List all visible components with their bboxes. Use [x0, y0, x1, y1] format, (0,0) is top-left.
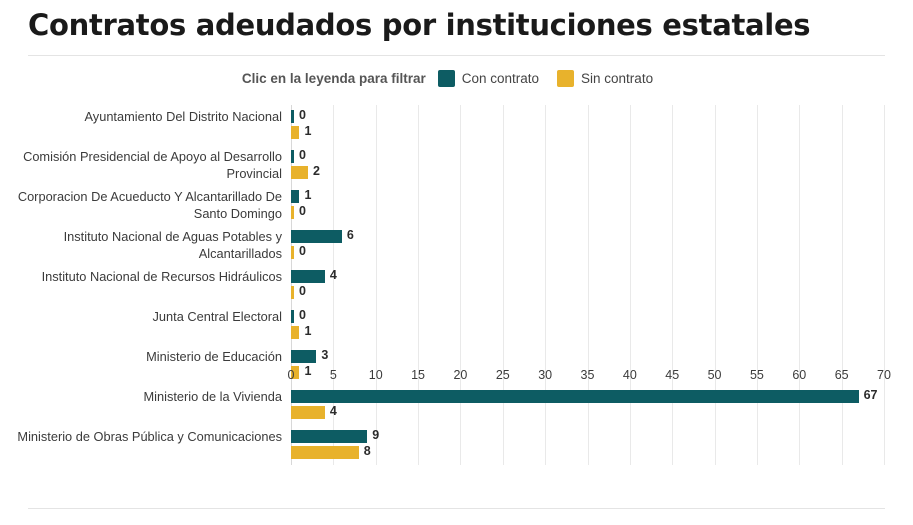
x-tick-label: 15: [411, 368, 426, 382]
category-label: Instituto Nacional de Aguas Potables y Alcantarillados: [63, 229, 282, 261]
bar[interactable]: [291, 286, 294, 299]
bar[interactable]: [291, 446, 359, 459]
bar[interactable]: [291, 246, 294, 259]
bar-value-label: 0: [299, 308, 306, 322]
bar[interactable]: [291, 230, 342, 243]
legend-item-sin-contrato[interactable]: [557, 70, 653, 87]
bar-value-label: 1: [304, 364, 312, 378]
x-tick-label: 25: [495, 368, 510, 382]
x-tick-label: 40: [622, 368, 637, 382]
bar[interactable]: [291, 326, 299, 339]
bar-value-label: 2: [312, 164, 320, 178]
bar-row: [291, 430, 885, 443]
bar-row: [291, 150, 885, 163]
bar-value-label: 0: [299, 204, 306, 218]
bar-value-label: 67: [863, 388, 878, 402]
x-tick-label: 10: [368, 368, 383, 382]
bar[interactable]: [291, 110, 294, 123]
bar-row: [291, 110, 885, 123]
bar-row: [291, 286, 885, 299]
legend-label-con-contrato: Con contrato: [461, 71, 540, 86]
category-label: Corporacion De Acueducto Y Alcantarillado De Santo Domingo: [17, 189, 282, 221]
bar-group: [291, 310, 885, 342]
bar-value-label: 1: [304, 324, 312, 338]
bar[interactable]: [291, 166, 308, 179]
category-label: Ministerio de la Vivienda: [143, 389, 282, 404]
bar-group: [291, 230, 885, 262]
category-label: Instituto Nacional de Recursos Hidráulicos: [41, 269, 282, 284]
x-tick-label: 50: [707, 368, 722, 382]
bar-row: [291, 190, 885, 203]
legend-swatch-con-contrato: [438, 70, 455, 87]
category-label: Ministerio de Educación: [146, 349, 282, 364]
bar-value-label: 0: [299, 108, 306, 122]
x-tick-label: 35: [580, 368, 595, 382]
x-tick-label: 0: [287, 368, 295, 382]
bar-value-label: 8: [363, 444, 371, 458]
x-tick-label: 55: [749, 368, 764, 382]
bar[interactable]: [291, 150, 294, 163]
bar-value-label: 0: [299, 244, 306, 258]
bar-row: [291, 230, 885, 243]
category-label: Comisión Presidencial de Apoyo al Desarrollo Provincial: [23, 149, 282, 181]
bar-row: [291, 350, 885, 363]
legend-item-con-contrato[interactable]: [438, 70, 539, 87]
bar-value-label: 0: [299, 148, 306, 162]
x-tick-label: 70: [877, 368, 891, 382]
bottom-divider: [28, 508, 885, 509]
category-label: Junta Central Electoral: [152, 309, 282, 324]
category-axis: [0, 105, 290, 465]
bar-group: [291, 390, 885, 422]
bar-group: [291, 430, 885, 462]
bar-value-label: 1: [304, 124, 312, 138]
legend-swatch-sin-contrato: [557, 70, 574, 87]
bar-row: [291, 406, 885, 419]
title-divider: [28, 55, 885, 56]
bar-row: [291, 446, 885, 459]
bar-value-label: 0: [299, 284, 306, 298]
chart-legend[interactable]: [0, 70, 913, 87]
category-label: Ministerio de Obras Pública y Comunicaciones: [17, 429, 282, 444]
bar-row: [291, 326, 885, 339]
bar[interactable]: [291, 206, 294, 219]
bar-value-label: 6: [346, 228, 354, 242]
x-tick-label: 60: [792, 368, 807, 382]
page-title: Contratos adeudados por instituciones estatales: [28, 8, 811, 42]
bar[interactable]: [291, 350, 316, 363]
bar-value-label: 3: [321, 348, 329, 362]
bar-value-label: 9: [372, 428, 380, 442]
bar[interactable]: [291, 190, 299, 203]
x-tick-label: 20: [453, 368, 468, 382]
category-label: Ayuntamiento Del Distrito Nacional: [84, 109, 282, 124]
bar-group: [291, 110, 885, 142]
bar[interactable]: [291, 126, 299, 139]
value-axis: [287, 368, 891, 392]
bar-row: [291, 246, 885, 259]
x-tick-label: 5: [329, 368, 337, 382]
bar[interactable]: [291, 310, 294, 323]
bar-value-label: 4: [329, 268, 337, 282]
bar-row: [291, 310, 885, 323]
bar-value-label: 1: [304, 188, 312, 202]
bar[interactable]: [291, 270, 325, 283]
bar-group: [291, 270, 885, 302]
x-tick-label: 65: [834, 368, 849, 382]
bar-row: [291, 126, 885, 139]
bar-group: [291, 190, 885, 222]
bar[interactable]: [291, 430, 367, 443]
legend-hint: Clic en la leyenda para filtrar: [241, 71, 426, 86]
x-tick-label: 45: [665, 368, 680, 382]
bar-group: [291, 150, 885, 182]
bar[interactable]: [291, 406, 325, 419]
bar-row: [291, 206, 885, 219]
bar-row: [291, 270, 885, 283]
plot-area: [0, 105, 913, 495]
bars-area: [291, 105, 885, 465]
x-tick-label: 30: [538, 368, 553, 382]
legend-label-sin-contrato: Sin contrato: [581, 71, 654, 86]
bar-value-label: 4: [329, 404, 337, 418]
bar-row: [291, 166, 885, 179]
